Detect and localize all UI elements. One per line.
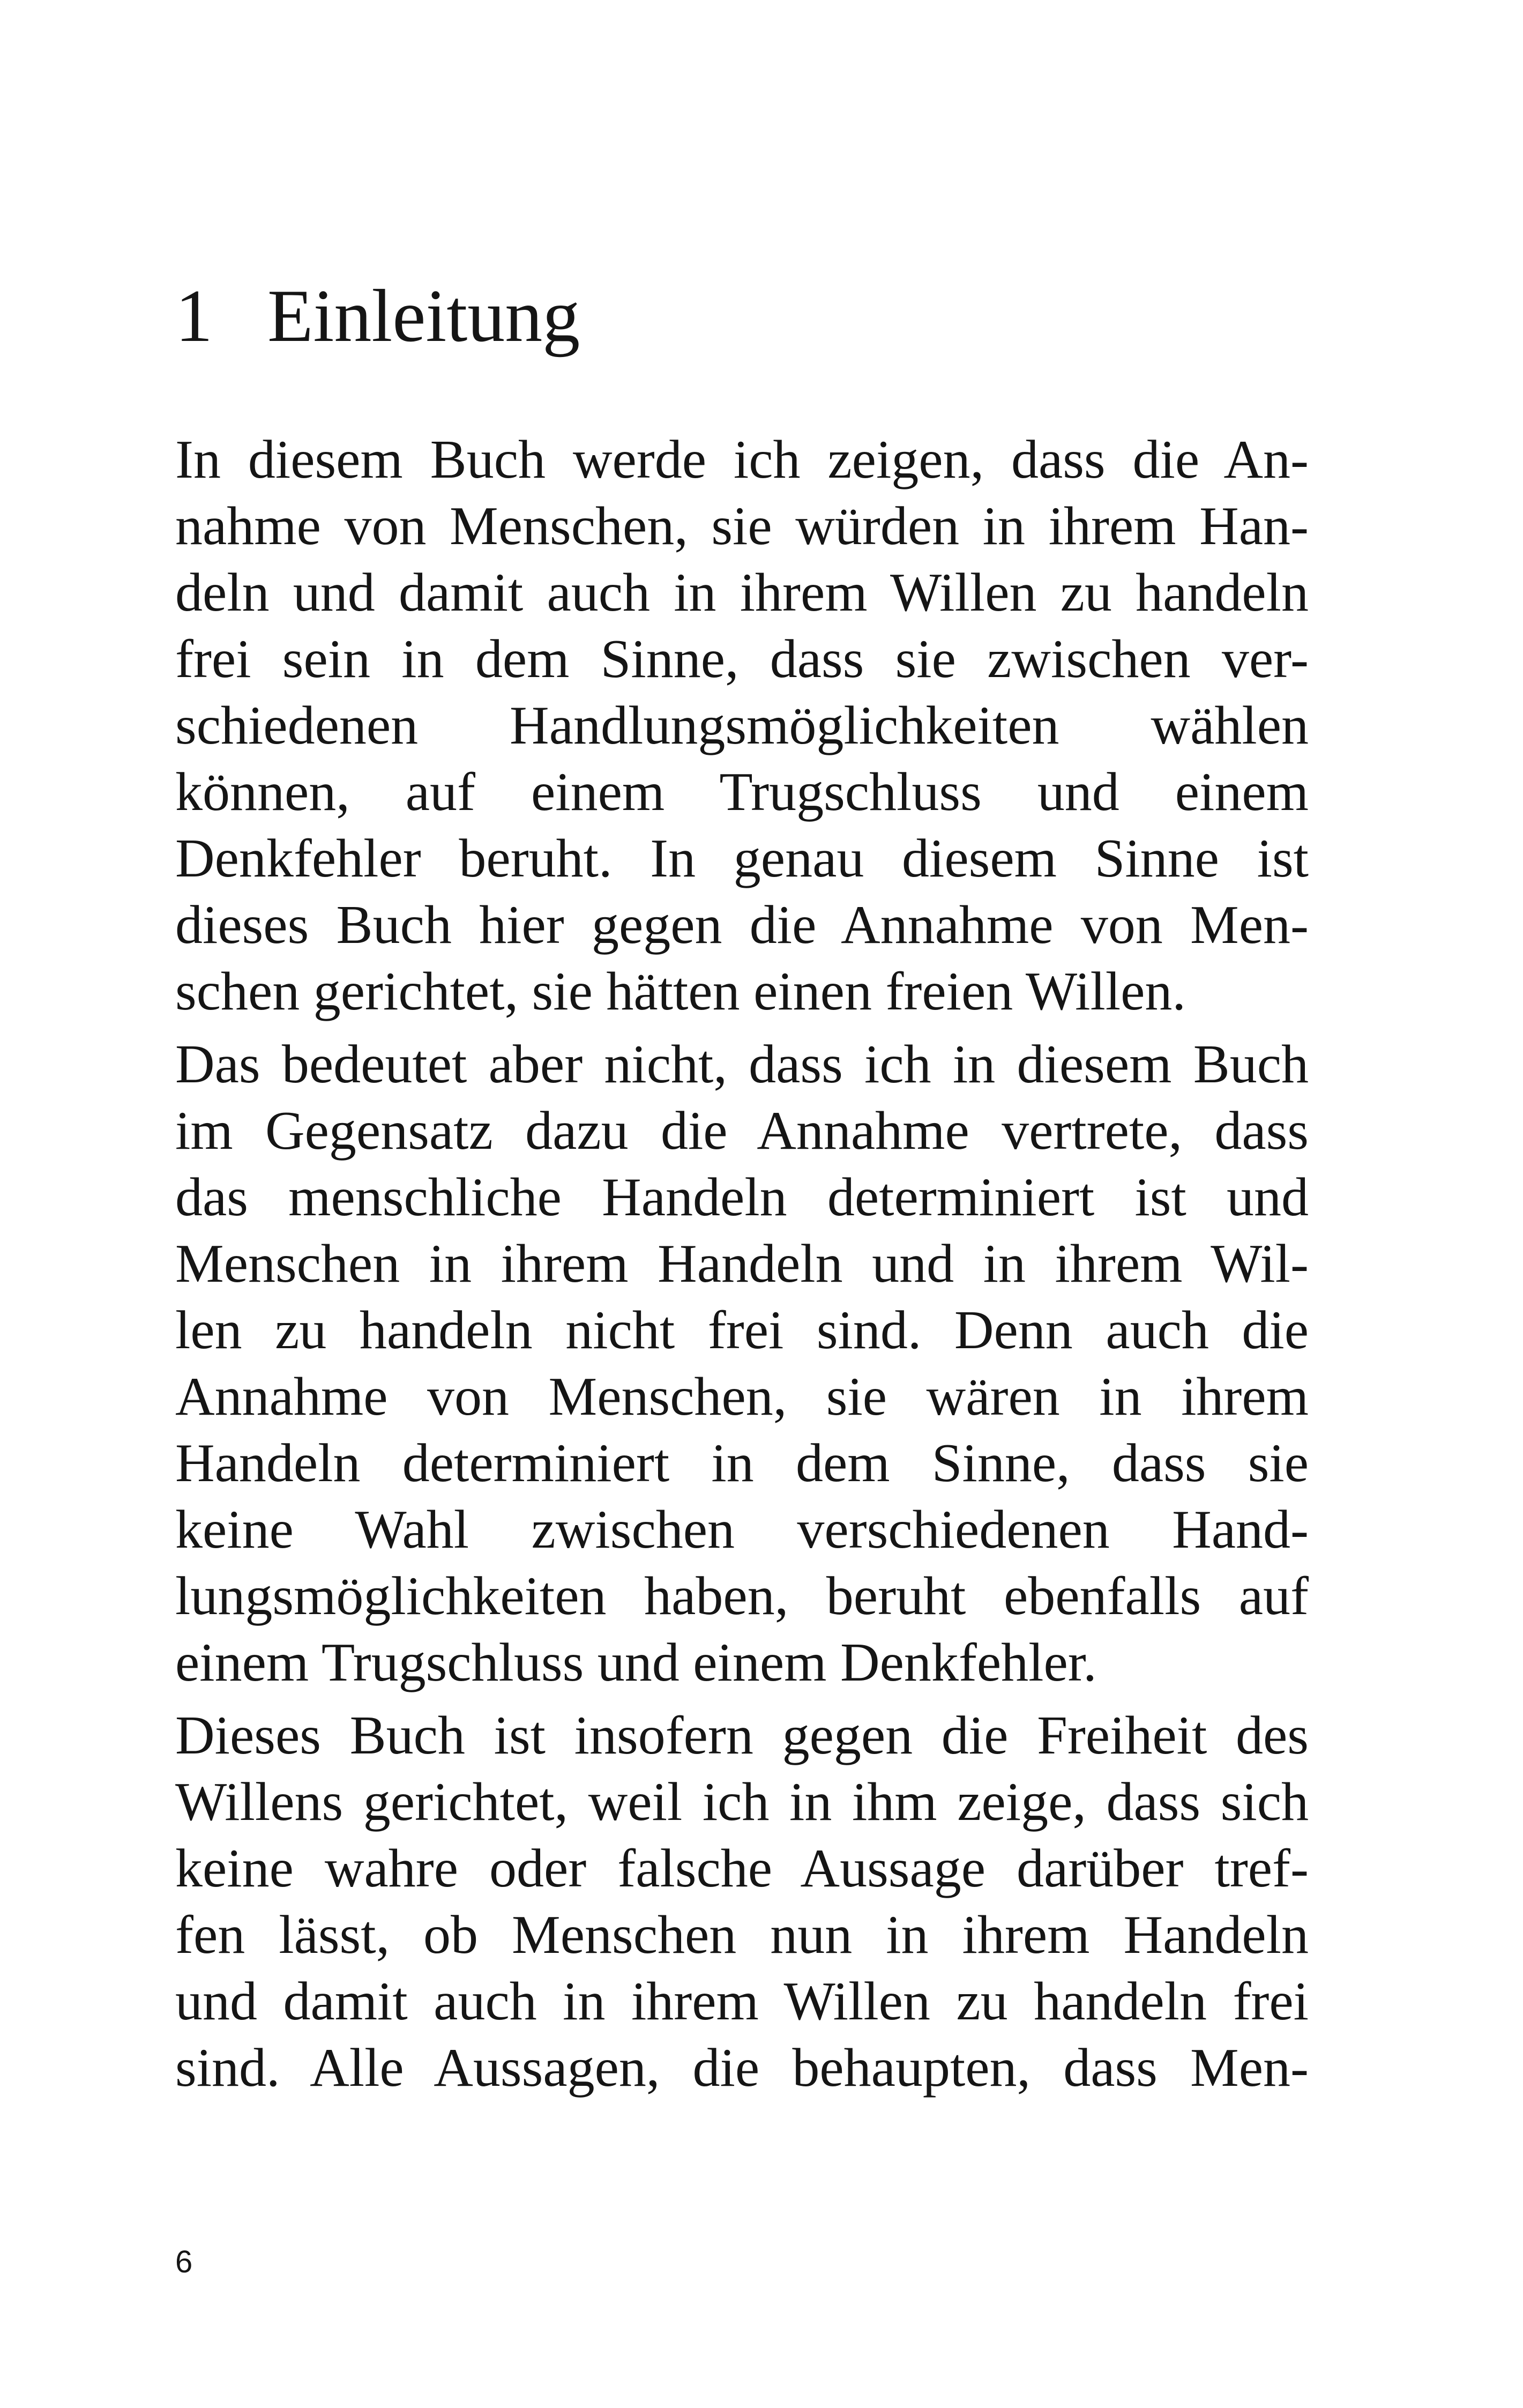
text-line: frei sein in dem Sinne, dass sie zwischen ver- <box>175 629 1309 689</box>
text-line: schen gerichtet, sie hätten einen freien Willen. <box>175 961 1186 1022</box>
text-line: Denkfehler beruht. In genau diesem Sinne ist <box>175 828 1309 889</box>
text-line: Annahme von Menschen, sie wären in ihrem <box>175 1366 1309 1427</box>
text-line: In diesem Buch werde ich zeigen, dass die An- <box>175 429 1309 490</box>
text-line: keine Wahl zwischen verschiedenen Hand- <box>175 1499 1309 1560</box>
text-line: fen lässt, ob Menschen nun in ihrem Handeln <box>175 1905 1309 1965</box>
text-line: nahme von Menschen, sie würden in ihrem Han- <box>175 496 1309 556</box>
text-line: Willens gerichtet, weil ich in ihm zeige, dass sich <box>175 1772 1309 1832</box>
text-line: im Gegensatz dazu die Annahme vertrete, dass <box>175 1101 1309 1161</box>
text-line: das menschliche Handeln determiniert ist und <box>175 1167 1309 1228</box>
text-line: lungsmöglichkeiten haben, beruht ebenfalls auf <box>175 1566 1309 1626</box>
chapter-number: 1 <box>175 274 213 358</box>
text-line: Handeln determiniert in dem Sinne, dass sie <box>175 1433 1309 1493</box>
text-line: schiedenen Handlungsmöglichkeiten wählen <box>175 695 1309 756</box>
chapter-title: Einleitung <box>267 274 580 358</box>
page-number: 6 <box>175 2245 193 2279</box>
text-line: keine wahre oder falsche Aussage darüber tref- <box>175 1838 1309 1899</box>
text-line: Das bedeutet aber nicht, dass ich in diesem Buch <box>175 1034 1309 1095</box>
text-line: dieses Buch hier gegen die Annahme von Men- <box>175 895 1309 955</box>
text-line: sind. Alle Aussagen, die behaupten, dass Men- <box>175 2038 1309 2098</box>
text-line: einem Trugschluss und einem Denkfehler. <box>175 1632 1097 1693</box>
text-line: Dieses Buch ist insofern gegen die Freiheit des <box>175 1705 1309 1766</box>
chapter-heading <box>175 268 580 365</box>
text-line: deln und damit auch in ihrem Willen zu handeln <box>175 562 1309 623</box>
text-line: Menschen in ihrem Handeln und in ihrem Wil- <box>175 1233 1309 1294</box>
text-line: und damit auch in ihrem Willen zu handeln frei <box>175 1971 1309 2032</box>
text-line: len zu handeln nicht frei sind. Denn auch die <box>175 1300 1309 1361</box>
text-line: können, auf einem Trugschluss und einem <box>175 762 1309 822</box>
